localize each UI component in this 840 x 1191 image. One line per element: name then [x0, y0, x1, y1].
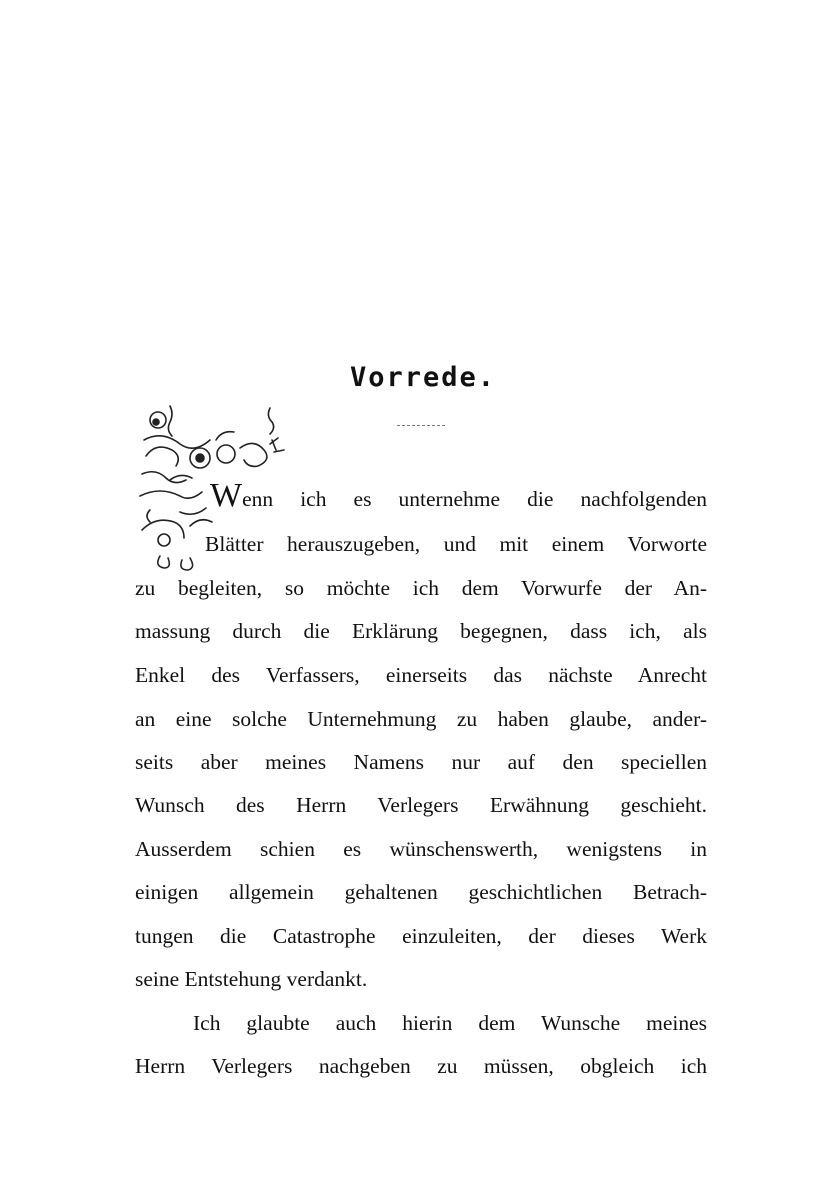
initial-letter: W: [210, 477, 243, 514]
text-line-1: [210, 477, 707, 514]
text-line-8: Wunsch des Herrn Verlegers Erwähnung geschieht.: [135, 793, 707, 817]
text-line-3: zu begleiten, so möchte ich dem Vorwurfe der An-: [135, 576, 707, 600]
text-line-10: einigen allgemein gehaltenen geschichtlichen Betrach-: [135, 880, 707, 904]
text-line-6: an eine solche Unternehmung zu haben glaube, ander-: [135, 707, 707, 731]
page-title: Vorrede.: [349, 362, 497, 393]
text-line-11: tungen die Catastrophe einzuleiten, der dieses Werk: [135, 924, 707, 948]
text-line-2: Blätter herauszugeben, und mit einem Vorworte: [205, 532, 707, 556]
text-line-9: Ausserdem schien es wünschenswerth, wenigstens in: [135, 837, 707, 861]
text-line-13: Ich glaubte auch hierin dem Wunsche meines: [193, 1011, 707, 1035]
text-line-12: seine Entstehung verdankt.: [135, 967, 368, 991]
text-line-4: massung durch die Erklärung begegnen, dass ich, als: [135, 619, 707, 643]
text-line-14: Herrn Verlegers nachgeben zu müssen, obgleich ich: [135, 1054, 707, 1078]
text-line-5: Enkel des Verfassers, einerseits das nächste Anrecht: [135, 663, 707, 687]
title-divider: [397, 425, 445, 426]
text-line-7: seits aber meines Namens nur auf den speciellen: [135, 750, 707, 774]
text-line-1-content: enn ich es unternehme die nachfolgenden: [242, 487, 707, 511]
